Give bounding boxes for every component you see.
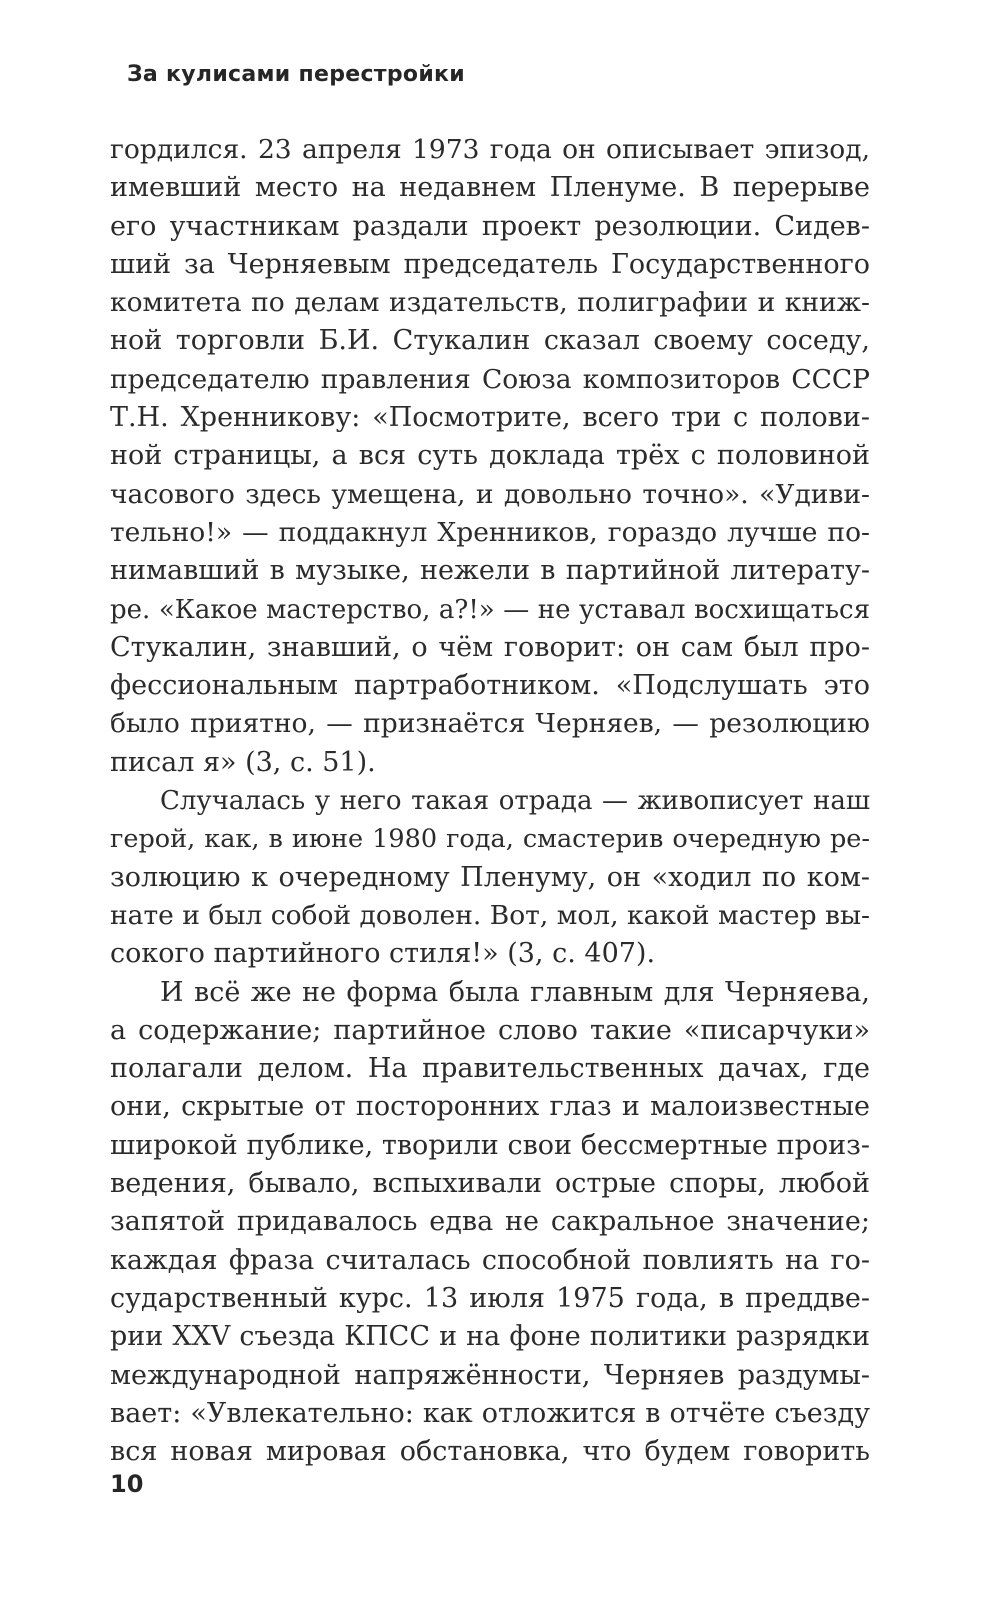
text-line: вает: «Увлекательно: как отложится в отчёте съезду	[110, 1397, 870, 1429]
text-line: тельно!» — поддакнул Хренников, гораздо лучше по-	[110, 516, 870, 548]
text-line: рии XXV съезда КПСС и на фоне политики разрядки	[110, 1321, 870, 1353]
text-line: Случалась у него такая отрада — живописует наш	[160, 786, 870, 817]
text-line: вся новая мировая обстановка, что будем говорить	[110, 1436, 870, 1468]
text-line: ший за Черняевым председатель Государственного	[110, 248, 870, 280]
text-line: международной напряжённости, Черняев раздумы-	[110, 1359, 870, 1391]
text-line: ной торговли Б.И. Стукалин сказал своему соседу,	[110, 325, 870, 357]
page-number: 10	[110, 1470, 144, 1498]
text-line: каждая фраза считалась способной повлиять на го-	[110, 1244, 870, 1276]
text-line: фессиональным партработником. «Подслушать это	[110, 670, 870, 702]
text-line: нимавший в музыке, нежели в партийной литерату-	[110, 555, 870, 587]
text-line: а содержание; партийное слово такие «писарчуки»	[110, 1014, 870, 1046]
text-line: писал я» (3, с. 51).	[110, 746, 376, 778]
body-text	[110, 131, 870, 1471]
text-line: часового здесь умещена, и довольно точно». «Удиви-	[110, 478, 870, 510]
text-line: герой, как, в июне 1980 года, смастерив очередную ре-	[110, 824, 870, 855]
text-line: Стукалин, знавший, о чём говорит: он сам был про-	[110, 631, 870, 663]
text-line: сокого партийного стиля!» (3, с. 407).	[110, 938, 656, 970]
text-line: полагали делом. На правительственных дачах, где	[110, 1053, 870, 1085]
text-line: было приятно, — признаётся Черняев, — резолюцию	[110, 708, 870, 740]
text-line: И всё же не форма была главным для Черняева,	[160, 976, 870, 1008]
text-line: гордился. 23 апреля 1973 года он описывает эпизод,	[110, 134, 870, 165]
text-line: золюцию к очередному Пленуму, он «ходил по ком-	[110, 861, 870, 893]
text-line: комитета по делам издательств, полиграфии и книж-	[110, 287, 870, 319]
text-line: Т.Н. Хренникову: «Посмотрите, всего три с полови-	[110, 402, 870, 434]
text-line: нате и был собой доволен. Вот, мол, какой мастер вы-	[110, 899, 870, 931]
text-line: широкой публике, творили свои бессмертные произ-	[110, 1129, 870, 1161]
text-line: его участникам раздали проект резолюции. Сидев-	[110, 210, 870, 242]
text-line: имевший место на недавнем Пленуме. В перерыве	[110, 172, 870, 204]
text-line: председателю правления Союза композиторов СССР	[110, 363, 870, 395]
text-line: запятой придавалось едва не сакральное значение;	[110, 1206, 870, 1238]
text-line: они, скрытые от посторонних глаз и малоизвестные	[110, 1091, 870, 1123]
text-line: сударственный курс. 13 июля 1975 года, в преддве-	[110, 1282, 870, 1314]
text-line: ной страницы, а вся суть доклада трёх с половиной	[110, 440, 870, 472]
text-line: ре. «Какое мастерство, а?!» — не уставал восхищаться	[110, 594, 870, 625]
text-line: ведения, бывало, вспыхивали острые споры, любой	[110, 1168, 870, 1200]
running-head: За кулисами перестройки	[127, 62, 465, 87]
